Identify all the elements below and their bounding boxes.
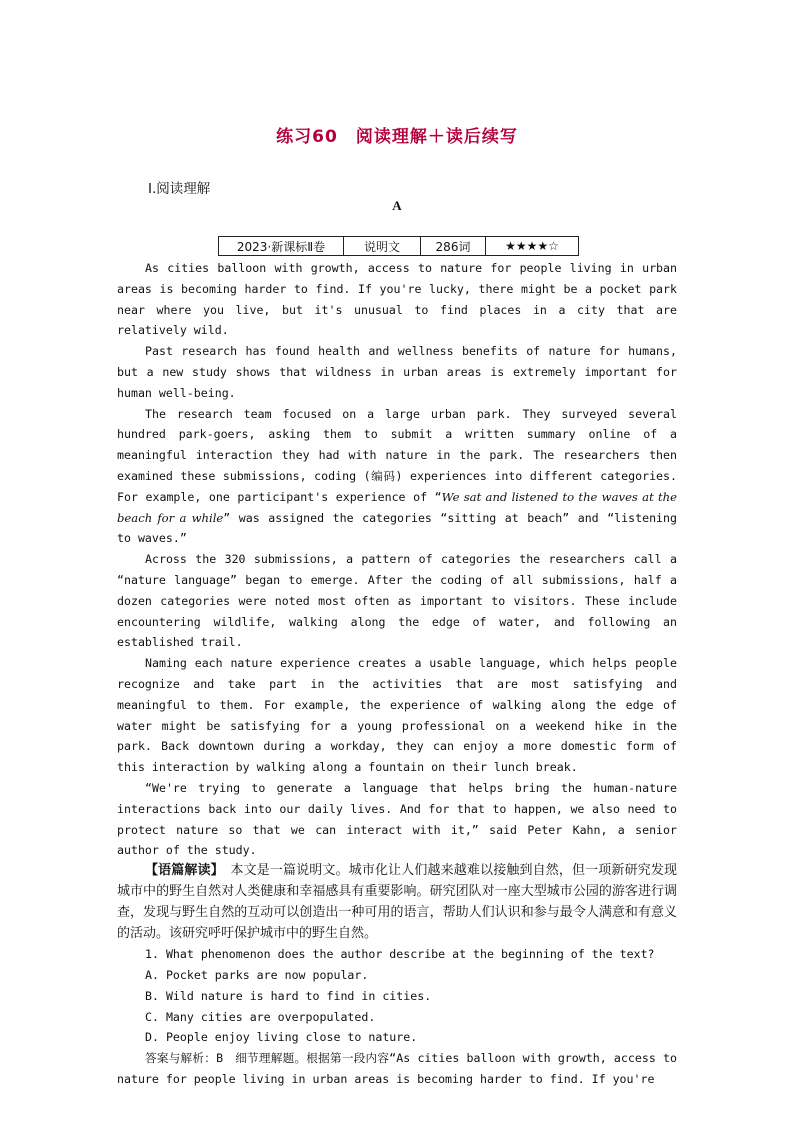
- question-1: 1. What phenomenon does the author describe at the beginning of the text?: [145, 947, 655, 962]
- option-d: D. People enjoy living close to nature.: [145, 1030, 418, 1045]
- info-difficulty: ★★★★☆: [486, 237, 579, 256]
- option-a: A. Pocket parks are now popular.: [145, 968, 369, 983]
- info-row: [219, 237, 579, 256]
- analysis-text: 本文是一篇说明文。城市化让人们越来越难以接触到自然，但一项新研究发现城市中的野生自然对人类健康和幸福感具有重要影响。研究团队对一座大型城市公园的游客进行调查，发现与野生自然的互动可以创造出一种可用的语言，帮助人们认识和参与最令人满意和有意义的活动。该研究呼吁保护城市中的野生自然。: [117, 863, 677, 941]
- paragraph-1: As cities balloon with growth, access to nature for people living in urban areas is becoming harder to find. If you're lucky, there might be a pocket park near where you live, but it's unusual to find places in a city that are relatively wild.: [117, 261, 677, 338]
- paragraph-6: “We're trying to generate a language that helps bring the human-nature interactions back into our daily lives. And for that to happen, we also need to protect nature so that we can interact with it,” said Peter Kahn, a senior author of the study.: [117, 780, 677, 858]
- analysis-label: 【语篇解读】: [145, 863, 218, 879]
- paragraph-3-text: The research team focused on a large urban park. They surveyed several hundred park-goers, asking them to submit a written summary online of a meaningful interaction they had with nature in the park. The researchers then examined these submissions, coding (编码) experiences into different categories. For example, one participant's experience of “: [117, 406, 677, 504]
- info-word-count: 286词: [421, 237, 486, 256]
- info-source: 2023·新课标Ⅱ卷: [219, 237, 344, 256]
- paragraph-4: Across the 320 submissions, a pattern of categories the researchers call a “nature language” began to emerge. After the coding of all submissions, half a dozen categories were noted most often as important to visitors. These include encountering wildlife, walking along the edge of water, and following an established trail.: [117, 552, 677, 650]
- option-c: C. Many cities are overpopulated.: [145, 1009, 376, 1024]
- section-label: Ⅰ.阅读理解: [148, 181, 211, 197]
- passage-info-table: [218, 236, 579, 256]
- analysis-paragraph: [117, 861, 677, 944]
- paragraph-3-tail: ” was assigned the categories “sitting at beach” and “listening to waves.”: [117, 510, 677, 546]
- paragraph-3: [117, 404, 677, 550]
- answer-explanation: 答案与解析：B 细节理解题。根据第一段内容“As cities balloon with growth, access to nature for people living in urban areas is becoming harder to find. If you're: [117, 1051, 677, 1087]
- paragraph-3-quote: We sat and listened to the waves at the beach for a while: [117, 489, 677, 525]
- option-b: B. Wild nature is hard to find in cities.: [145, 988, 432, 1003]
- paragraph-5: Naming each nature experience creates a usable language, which helps people recognize and take part in the activities that are most satisfying and meaningful to them. For example, the experience of walking along the edge of water might be satisfying for a young professional on a weekend hike in the park. Back downtown during a workday, they can enjoy a more domestic form of this interaction by walking along a fountain on their lunch break.: [117, 656, 677, 775]
- passage-label: A: [392, 198, 402, 213]
- page-title: 练习60 阅读理解＋读后续写: [276, 127, 518, 147]
- paragraph-2: Past research has found health and wellness benefits of nature for humans, but a new study shows that wildness in urban areas is extremely important for human well-being.: [117, 344, 677, 400]
- passage-body: [117, 258, 677, 1090]
- info-genre: 说明文: [344, 237, 421, 256]
